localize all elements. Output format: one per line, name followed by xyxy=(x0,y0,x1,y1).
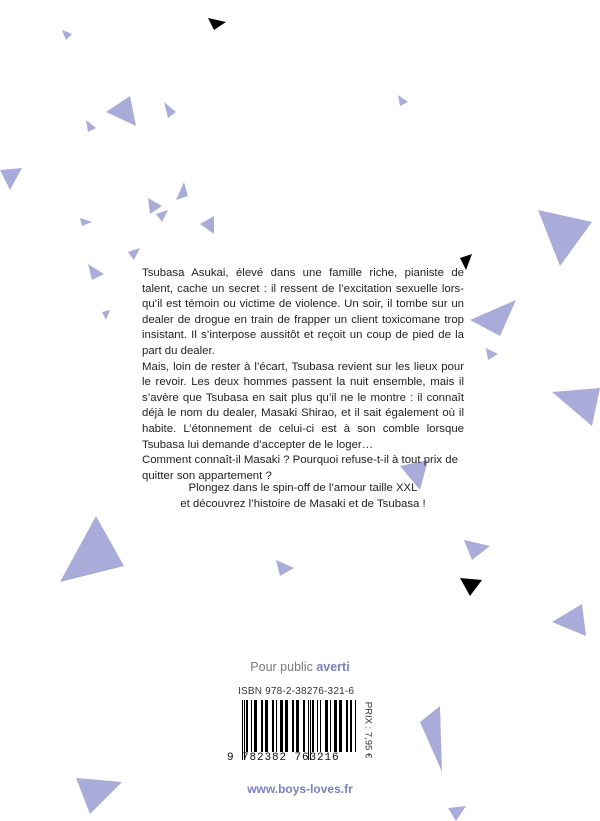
barcode-bar xyxy=(242,700,243,760)
barcode-bar xyxy=(254,700,257,752)
price-label xyxy=(361,700,375,760)
barcode-bar xyxy=(272,700,274,752)
isbn-label: ISBN 978-2-38276-321-6 xyxy=(238,686,355,697)
triangle-shape xyxy=(76,778,122,814)
triangle-shape xyxy=(208,18,226,30)
triangle-shape xyxy=(460,578,482,596)
barcode-bar xyxy=(317,700,318,752)
barcode-bar xyxy=(276,700,277,752)
triangle-shape xyxy=(164,102,176,118)
barcode-bar xyxy=(320,700,321,752)
barcode-bar xyxy=(312,700,314,752)
barcode-bar xyxy=(355,700,356,752)
barcode-bar xyxy=(296,700,299,752)
triangle-shape xyxy=(420,706,442,772)
barcode-bar xyxy=(330,700,331,752)
triangle-shape xyxy=(60,516,124,582)
triangle-shape xyxy=(62,30,72,40)
barcode-bar xyxy=(246,700,248,752)
triangle-shape xyxy=(106,96,136,126)
barcode-bar xyxy=(346,700,348,752)
summary-paragraph-3: Comment connaît-il Masaki ? Pourquoi refuse-t-il à tout prix de quitter son appartement ? xyxy=(142,454,458,482)
price-text: PRIX : 7,95 € xyxy=(362,701,374,759)
audience-emphasis: averti xyxy=(316,660,350,674)
website-link[interactable]: www.boys-loves.fr xyxy=(247,782,353,796)
triangle-shape xyxy=(86,120,96,132)
barcode-bar xyxy=(303,700,305,752)
triangle-shape xyxy=(276,560,294,576)
triangle-shape xyxy=(176,182,188,200)
tagline xyxy=(142,481,464,512)
back-cover-summary xyxy=(142,266,464,484)
barcode-bar xyxy=(325,700,328,752)
triangle-shape xyxy=(128,248,140,260)
triangle-shape xyxy=(552,388,600,426)
barcode-bar xyxy=(292,700,294,752)
triangle-shape xyxy=(80,218,92,226)
triangle-shape xyxy=(0,168,22,190)
triangle-shape xyxy=(200,216,214,234)
triangle-shape xyxy=(102,310,110,320)
triangle-shape xyxy=(148,198,162,214)
triangle-shape xyxy=(464,540,490,560)
barcode-bar xyxy=(280,700,283,752)
summary-paragraph-1: Tsubasa Asukai, élevé dans une famille riche, pianiste de talent, cache un secret : il ressent de l’excitation sexuelle lors-qu’il est témoin ou victime de violence. Un soir, il tombe sur un dealer de drogue en train de frapper un client toxicomane trop insistant. Il s’interpose aussitôt et reçoit un coup de pied de la part du dealer. xyxy=(142,267,464,357)
barcode-bar xyxy=(261,700,263,752)
audience-prefix: Pour public xyxy=(250,660,313,674)
barcode-bar xyxy=(350,700,352,752)
barcode-bar xyxy=(244,700,245,760)
barcode-bar xyxy=(251,700,252,752)
triangle-shape xyxy=(538,210,592,266)
triangle-shape xyxy=(88,264,104,280)
tagline-line-2: et découvrez l’histoire de Masaki et de Tsubasa ! xyxy=(180,497,426,510)
triangle-shape xyxy=(552,604,586,636)
triangle-shape xyxy=(470,300,516,336)
barcode-bar xyxy=(310,700,311,760)
triangle-shape xyxy=(486,348,498,360)
triangle-shape xyxy=(448,806,466,821)
barcode-bar xyxy=(308,700,309,760)
barcode-bar xyxy=(339,700,342,752)
barcode-bar xyxy=(265,700,268,752)
summary-paragraph-2: Mais, loin de rester à l’écart, Tsubasa revient sur les lieux pour le revoir. Les deux hommes passent la nuit ensemble, mais il s’avère que Tsubasa en sait plus qu’il ne le montre : il connaît déjà le nom du dealer, Masaki Shirao, et il sait également où il habite. L’étonnement de celui-ci est à son comble lorsque Tsubasa lui demande d’accepter de le loger… xyxy=(142,360,464,451)
tagline-line-1: Plongez dans le spin-off de l’amour taille XXL xyxy=(188,482,418,494)
barcode-bar xyxy=(285,700,288,752)
barcode-digits: 9 782382 763216 xyxy=(227,752,340,764)
triangle-shape xyxy=(398,95,408,106)
audience-rating xyxy=(200,660,400,674)
triangle-shape xyxy=(156,210,168,222)
barcode-bar xyxy=(334,700,337,752)
